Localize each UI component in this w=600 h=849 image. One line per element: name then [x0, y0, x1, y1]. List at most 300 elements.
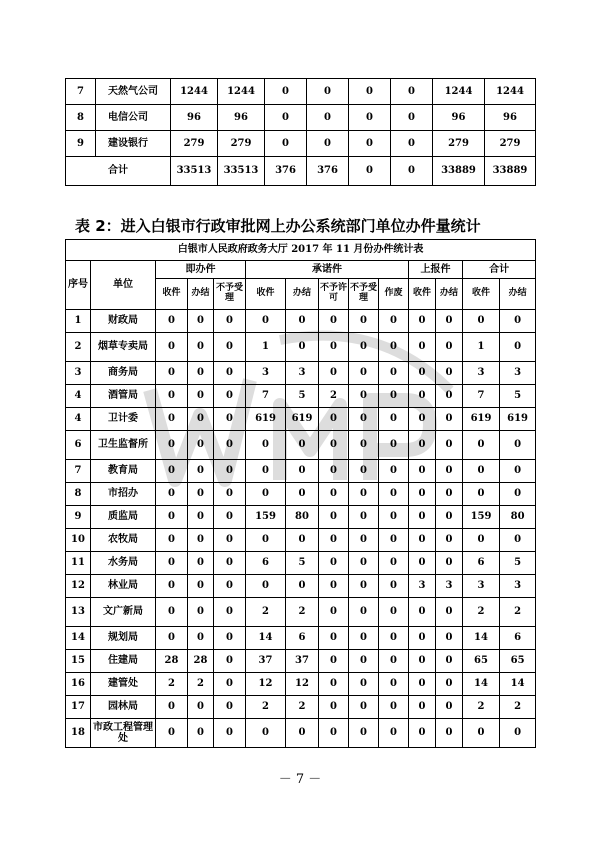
- row-value: 0: [463, 529, 500, 552]
- header-reported-done: 办结: [436, 279, 463, 310]
- row-value: 37: [286, 650, 319, 673]
- row-value: 0: [409, 719, 436, 748]
- row-value: 619: [463, 408, 500, 431]
- row-value: 0: [349, 460, 379, 483]
- row-value: 3: [286, 362, 319, 385]
- header-immediate: 即办件: [156, 261, 246, 279]
- row-value: 14: [463, 627, 500, 650]
- row-value: 0: [214, 431, 246, 460]
- row-value: 0: [436, 696, 463, 719]
- header-rejected: 不予受理: [214, 279, 246, 310]
- row-value: 0: [188, 529, 214, 552]
- total-value: 33889: [485, 157, 536, 186]
- row-value: 0: [379, 719, 409, 748]
- row-number: 11: [66, 552, 91, 575]
- row-value: 0: [379, 460, 409, 483]
- row-number: 16: [66, 673, 91, 696]
- row-value: 0: [349, 385, 379, 408]
- row-unit: 文广新局: [91, 598, 156, 627]
- row-value: 2: [319, 385, 349, 408]
- row-value: 3: [436, 575, 463, 598]
- row-value: 1244: [485, 79, 536, 105]
- row-value: 0: [500, 310, 536, 333]
- header-no: 序号: [66, 261, 91, 310]
- row-value: 0: [379, 310, 409, 333]
- row-value: 0: [349, 627, 379, 650]
- row-unit: 市政工程管理处: [91, 719, 156, 748]
- row-value: 0: [379, 333, 409, 362]
- row-value: 0: [379, 506, 409, 529]
- row-value: 0: [214, 575, 246, 598]
- row-value: 80: [286, 506, 319, 529]
- row-unit: 烟草专卖局: [91, 333, 156, 362]
- row-value: 0: [319, 431, 349, 460]
- row-value: 619: [286, 408, 319, 431]
- row-value: 0: [319, 362, 349, 385]
- row-value: 0: [379, 431, 409, 460]
- row-value: 0: [286, 310, 319, 333]
- row-value: 0: [436, 506, 463, 529]
- row-value: 0: [379, 673, 409, 696]
- row-value: 96: [485, 105, 536, 131]
- row-value: 0: [500, 460, 536, 483]
- row-value: 0: [188, 408, 214, 431]
- header-reported: 上报件: [409, 261, 463, 279]
- table-row: [66, 627, 536, 650]
- table-1-body: [66, 79, 536, 186]
- total-label: 合计: [66, 157, 171, 186]
- row-value: 0: [307, 79, 349, 105]
- header-total-done: 办结: [500, 279, 536, 310]
- total-value: 33889: [433, 157, 485, 186]
- row-value: 1244: [171, 79, 218, 105]
- row-value: 0: [246, 575, 286, 598]
- header-total: 合计: [463, 261, 536, 279]
- row-value: 0: [436, 650, 463, 673]
- row-value: 0: [319, 650, 349, 673]
- row-value: 0: [436, 460, 463, 483]
- row-value: 65: [500, 650, 536, 673]
- row-number: 12: [66, 575, 91, 598]
- row-value: 0: [500, 333, 536, 362]
- row-value: 0: [246, 310, 286, 333]
- row-value: 0: [214, 552, 246, 575]
- row-number: 3: [66, 362, 91, 385]
- row-value: 5: [500, 552, 536, 575]
- row-value: 0: [307, 131, 349, 157]
- row-value: 3: [500, 575, 536, 598]
- row-value: 7: [463, 385, 500, 408]
- row-value: 0: [156, 362, 188, 385]
- row-unit: 水务局: [91, 552, 156, 575]
- header-rejected-2: 不予受理: [349, 279, 379, 310]
- row-value: 0: [265, 131, 307, 157]
- row-value: 2: [500, 696, 536, 719]
- row-value: 6: [246, 552, 286, 575]
- row-number: 17: [66, 696, 91, 719]
- row-value: 2: [463, 696, 500, 719]
- row-value: 12: [246, 673, 286, 696]
- row-value: 0: [409, 598, 436, 627]
- row-number: 7: [66, 79, 96, 105]
- total-value: 376: [307, 157, 349, 186]
- row-value: 0: [319, 696, 349, 719]
- header-total-received: 收件: [463, 279, 500, 310]
- table-row: [66, 131, 536, 157]
- row-value: 28: [156, 650, 188, 673]
- row-value: 0: [188, 575, 214, 598]
- row-value: 0: [379, 483, 409, 506]
- row-value: 0: [156, 310, 188, 333]
- header-received: 收件: [156, 279, 188, 310]
- row-value: 0: [214, 696, 246, 719]
- header-promised-received: 收件: [246, 279, 286, 310]
- row-value: 37: [246, 650, 286, 673]
- total-value: 33513: [218, 157, 265, 186]
- row-value: 0: [156, 506, 188, 529]
- row-value: 1: [246, 333, 286, 362]
- row-value: 0: [188, 627, 214, 650]
- row-value: 0: [349, 483, 379, 506]
- row-value: 0: [409, 362, 436, 385]
- table-total-row: [66, 157, 536, 186]
- row-unit: 市招办: [91, 483, 156, 506]
- row-value: 0: [319, 483, 349, 506]
- row-value: 0: [409, 431, 436, 460]
- row-value: 0: [463, 719, 500, 748]
- header-promised: 承诺件: [246, 261, 409, 279]
- row-value: 0: [379, 598, 409, 627]
- row-value: 0: [379, 408, 409, 431]
- row-value: 0: [156, 460, 188, 483]
- total-value: 33513: [171, 157, 218, 186]
- row-value: 2: [188, 673, 214, 696]
- row-value: 0: [379, 529, 409, 552]
- row-value: 0: [156, 333, 188, 362]
- row-value: 0: [214, 385, 246, 408]
- row-value: 0: [409, 333, 436, 362]
- row-value: 0: [436, 431, 463, 460]
- row-value: 0: [391, 79, 433, 105]
- row-value: 0: [156, 385, 188, 408]
- row-value: 0: [214, 506, 246, 529]
- row-value: 7: [246, 385, 286, 408]
- table-row: [66, 79, 536, 105]
- row-unit: 农牧局: [91, 529, 156, 552]
- row-value: 0: [349, 650, 379, 673]
- row-value: 65: [463, 650, 500, 673]
- table-row: [66, 696, 536, 719]
- row-value: 0: [214, 598, 246, 627]
- row-number: 8: [66, 483, 91, 506]
- row-unit: 住建局: [91, 650, 156, 673]
- header-unit: 单位: [91, 261, 156, 310]
- row-value: 0: [500, 431, 536, 460]
- row-value: 279: [218, 131, 265, 157]
- row-value: 0: [214, 719, 246, 748]
- table-row: [66, 105, 536, 131]
- row-value: 0: [156, 529, 188, 552]
- row-value: 0: [409, 650, 436, 673]
- total-value: 0: [391, 157, 433, 186]
- row-number: 4: [66, 408, 91, 431]
- row-value: 0: [156, 575, 188, 598]
- row-value: 2: [156, 673, 188, 696]
- row-number: 9: [66, 131, 96, 157]
- row-number: 13: [66, 598, 91, 627]
- row-value: 0: [286, 431, 319, 460]
- row-value: 0: [379, 362, 409, 385]
- row-value: 0: [246, 431, 286, 460]
- row-value: 0: [409, 385, 436, 408]
- table-row: [66, 408, 536, 431]
- row-value: 0: [409, 506, 436, 529]
- row-value: 0: [349, 506, 379, 529]
- row-value: 0: [379, 696, 409, 719]
- row-unit: 卫计委: [91, 408, 156, 431]
- row-number: 9: [66, 506, 91, 529]
- row-value: 5: [286, 552, 319, 575]
- row-value: 0: [156, 552, 188, 575]
- row-value: 0: [436, 385, 463, 408]
- row-value: 0: [463, 460, 500, 483]
- row-value: 0: [436, 333, 463, 362]
- table-row: [66, 719, 536, 748]
- table-row: [66, 385, 536, 408]
- row-value: 1: [463, 333, 500, 362]
- row-value: 6: [500, 627, 536, 650]
- total-value: 0: [349, 157, 391, 186]
- table-row: [66, 483, 536, 506]
- row-value: 0: [436, 552, 463, 575]
- row-value: 0: [319, 506, 349, 529]
- row-value: 0: [436, 362, 463, 385]
- table-row: [66, 362, 536, 385]
- row-value: 0: [409, 673, 436, 696]
- row-unit: 教育局: [91, 460, 156, 483]
- header-not-permitted: 不予许可: [319, 279, 349, 310]
- table-row: [66, 333, 536, 362]
- row-value: 0: [349, 333, 379, 362]
- row-value: 0: [188, 598, 214, 627]
- row-value: 0: [214, 627, 246, 650]
- row-number: 18: [66, 719, 91, 748]
- row-value: 0: [156, 598, 188, 627]
- row-value: 0: [214, 650, 246, 673]
- table-row: [66, 506, 536, 529]
- row-value: 0: [214, 310, 246, 333]
- row-value: 0: [436, 529, 463, 552]
- row-value: 0: [246, 483, 286, 506]
- row-value: 0: [319, 719, 349, 748]
- table-row: [66, 673, 536, 696]
- row-value: 0: [349, 131, 391, 157]
- row-value: 0: [409, 552, 436, 575]
- row-value: 0: [188, 460, 214, 483]
- row-value: 0: [214, 483, 246, 506]
- header-void: 作废: [379, 279, 409, 310]
- row-value: 0: [379, 650, 409, 673]
- row-value: 0: [349, 719, 379, 748]
- row-value: 0: [286, 460, 319, 483]
- row-value: 0: [156, 627, 188, 650]
- row-value: 0: [379, 385, 409, 408]
- row-value: 0: [379, 627, 409, 650]
- header-done: 办结: [188, 279, 214, 310]
- table-row: [66, 650, 536, 673]
- row-value: 96: [218, 105, 265, 131]
- row-value: 14: [246, 627, 286, 650]
- row-value: 0: [349, 552, 379, 575]
- row-value: 0: [349, 529, 379, 552]
- row-value: 0: [214, 460, 246, 483]
- row-value: 0: [349, 598, 379, 627]
- table-2-heading: 表 2：进入白银市行政审批网上办公系统部门单位办件量统计: [75, 217, 481, 235]
- row-value: 0: [319, 333, 349, 362]
- row-value: 0: [500, 529, 536, 552]
- row-value: 2: [246, 696, 286, 719]
- row-value: 0: [409, 460, 436, 483]
- table-row: [66, 552, 536, 575]
- row-value: 3: [500, 362, 536, 385]
- row-value: 1244: [433, 79, 485, 105]
- row-unit: 财政局: [91, 310, 156, 333]
- row-value: 0: [246, 719, 286, 748]
- row-value: 3: [463, 362, 500, 385]
- row-value: 0: [436, 627, 463, 650]
- row-value: 0: [319, 673, 349, 696]
- header-reported-received: 收件: [409, 279, 436, 310]
- row-value: 6: [286, 627, 319, 650]
- row-value: 0: [265, 79, 307, 105]
- row-value: 0: [286, 333, 319, 362]
- row-number: 10: [66, 529, 91, 552]
- row-value: 0: [349, 310, 379, 333]
- row-value: 0: [349, 696, 379, 719]
- row-value: 0: [379, 552, 409, 575]
- row-value: 0: [214, 408, 246, 431]
- row-value: 14: [463, 673, 500, 696]
- row-value: 0: [319, 598, 349, 627]
- row-number: 7: [66, 460, 91, 483]
- row-number: 14: [66, 627, 91, 650]
- row-number: 1: [66, 310, 91, 333]
- page-number: － 7 －: [278, 772, 322, 787]
- row-value: 0: [246, 529, 286, 552]
- table-1-continuation: [65, 78, 536, 186]
- row-unit: 建设银行: [96, 131, 171, 157]
- row-number: 4: [66, 385, 91, 408]
- row-value: 0: [214, 362, 246, 385]
- row-value: 0: [349, 408, 379, 431]
- row-value: 12: [286, 673, 319, 696]
- row-number: 15: [66, 650, 91, 673]
- row-value: 0: [214, 333, 246, 362]
- row-value: 0: [409, 310, 436, 333]
- row-value: 0: [379, 575, 409, 598]
- row-value: 0: [214, 673, 246, 696]
- row-number: 6: [66, 431, 91, 460]
- row-value: 0: [349, 575, 379, 598]
- row-value: 0: [436, 719, 463, 748]
- row-value: 0: [188, 385, 214, 408]
- row-value: 619: [246, 408, 286, 431]
- table-row: [66, 598, 536, 627]
- row-value: 0: [214, 529, 246, 552]
- row-value: 2: [246, 598, 286, 627]
- row-value: 0: [156, 483, 188, 506]
- table-2: [65, 239, 536, 748]
- row-unit: 商务局: [91, 362, 156, 385]
- row-number: 8: [66, 105, 96, 131]
- row-value: 0: [409, 627, 436, 650]
- row-value: 0: [349, 362, 379, 385]
- row-value: 0: [188, 362, 214, 385]
- table-row: [66, 431, 536, 460]
- row-value: 0: [436, 673, 463, 696]
- row-unit: 天然气公司: [96, 79, 171, 105]
- row-value: 0: [319, 529, 349, 552]
- row-value: 279: [171, 131, 218, 157]
- row-value: 28: [188, 650, 214, 673]
- row-value: 5: [286, 385, 319, 408]
- row-value: 0: [156, 696, 188, 719]
- row-value: 96: [433, 105, 485, 131]
- row-value: 0: [391, 105, 433, 131]
- header-promised-done: 办结: [286, 279, 319, 310]
- row-value: 0: [436, 310, 463, 333]
- row-value: 0: [319, 310, 349, 333]
- table-row: [66, 310, 536, 333]
- row-value: 0: [349, 79, 391, 105]
- row-value: 6: [463, 552, 500, 575]
- row-value: 0: [286, 575, 319, 598]
- row-unit: 规划局: [91, 627, 156, 650]
- row-value: 1244: [218, 79, 265, 105]
- table-row: [66, 460, 536, 483]
- row-value: 0: [307, 105, 349, 131]
- row-unit: 园林局: [91, 696, 156, 719]
- row-value: 96: [171, 105, 218, 131]
- row-value: 0: [349, 105, 391, 131]
- row-value: 0: [409, 696, 436, 719]
- row-value: 0: [265, 105, 307, 131]
- row-value: 0: [319, 408, 349, 431]
- row-value: 2: [286, 598, 319, 627]
- row-value: 3: [463, 575, 500, 598]
- row-unit: 卫生监督所: [91, 431, 156, 460]
- row-value: 0: [409, 408, 436, 431]
- row-value: 3: [246, 362, 286, 385]
- row-value: 619: [500, 408, 536, 431]
- row-value: 0: [409, 483, 436, 506]
- row-value: 0: [286, 719, 319, 748]
- row-value: 14: [500, 673, 536, 696]
- row-value: 0: [156, 431, 188, 460]
- row-value: 0: [463, 310, 500, 333]
- row-value: 0: [188, 506, 214, 529]
- row-unit: 酒管局: [91, 385, 156, 408]
- table-2-body: [66, 240, 536, 748]
- row-value: 0: [463, 431, 500, 460]
- table-row: [66, 575, 536, 598]
- row-value: 2: [286, 696, 319, 719]
- row-value: 0: [319, 575, 349, 598]
- row-unit: 质监局: [91, 506, 156, 529]
- row-value: 5: [500, 385, 536, 408]
- row-value: 0: [409, 529, 436, 552]
- row-value: 0: [391, 131, 433, 157]
